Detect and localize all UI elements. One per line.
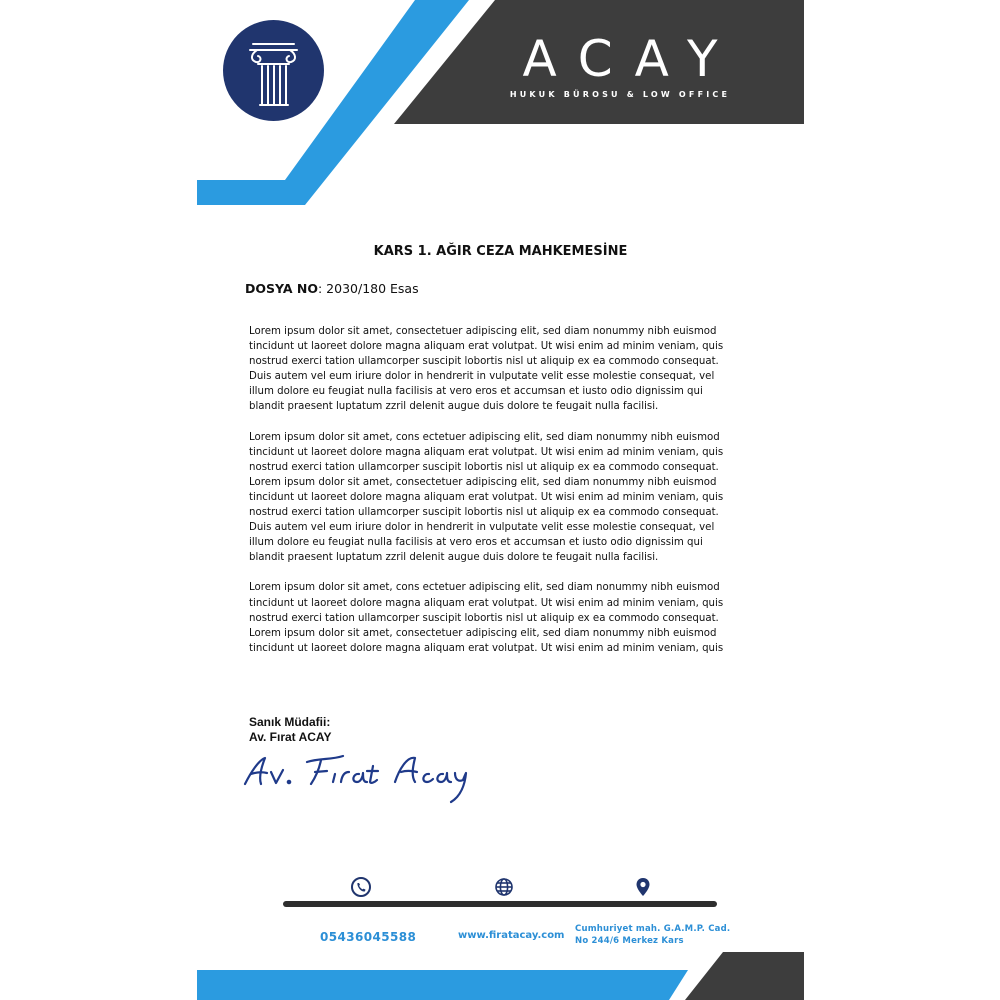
file-value: : 2030/180 Esas bbox=[317, 281, 419, 296]
footer-graphic bbox=[197, 948, 804, 1000]
letterhead-page bbox=[197, 0, 804, 1000]
contact-divider bbox=[283, 901, 717, 907]
location-pin-icon[interactable] bbox=[632, 876, 654, 898]
letter-body bbox=[249, 324, 739, 671]
body-paragraph: Lorem ipsum dolor sit amet, cons ectetuer adipiscing elit, sed diam nonummy nibh euismod tincidunt ut laoreet dolore magna aliquam erat volutpat. Ut wisi enim ad minim veniam, quis nostrud exerci tation ullamcorper suscipit lobortis nisl ut aliquip ex ea commodo consequat. Lorem ipsum dolor sit amet, consectetuer adipiscing elit, sed diam nonummy nibh euismod tincidunt ut laoreet dolore magna aliquam erat volutpat. Ut wisi enim ad minim veniam, quis bbox=[249, 582, 724, 654]
brand-subtitle: HUKUK BÜROSU & LOW OFFICE bbox=[509, 90, 731, 99]
phone-icon[interactable] bbox=[350, 876, 372, 898]
body-paragraph: Lorem ipsum dolor sit amet, cons ectetuer adipiscing elit, sed diam nonummy nibh euismod tincidunt ut laoreet dolore magna aliquam erat volutpat. Ut wisi enim ad minim veniam, quis nostrud exerci tation ullamcorper suscipit lobortis nisl ut aliquip ex ea commodo consequat. Lorem ipsum dolor sit amet, consectetuer adipiscing elit, sed diam nonummy nibh euismod tincidunt ut laoreet dolore magna aliquam erat volutpat. Ut wisi enim ad minim veniam, quis nostrud exerci tation ullamcorper suscipit lobortis nisl ut aliquip ex ea commodo consequat. Duis autem vel eum iriure dolor in hendrerit in vulputate velit esse molestie consequat, vel illum dolore eu feugiat nulla facilisis at vero eros et accumsan et iusto odio dignissim qui blandit praesent luptatum zzril delenit augue duis dolore te feugait nulla facilisi. bbox=[249, 431, 724, 564]
brand-block bbox=[495, 30, 745, 99]
signer-name: Av. Fırat ACAY bbox=[249, 730, 332, 744]
file-label: DOSYA NO bbox=[245, 281, 318, 296]
address bbox=[575, 923, 730, 947]
address-line-2: No 244/6 Merkez Kars bbox=[575, 936, 684, 946]
website-link[interactable]: www.firatacay.com bbox=[458, 930, 565, 941]
file-number bbox=[245, 281, 419, 296]
phone-number[interactable]: 05436045588 bbox=[320, 930, 417, 944]
body-paragraph: Lorem ipsum dolor sit amet, consectetuer adipiscing elit, sed diam nonummy nibh euismod tincidunt ut laoreet dolore magna aliquam erat volutpat. Ut wisi enim ad minim veniam, quis nostrud exerci tation ullamcorper suscipit lobortis nisl ut aliquip ex ea commodo consequat. Duis autem vel eum iriure dolor in hendrerit in vulputate velit esse molestie consequat, vel illum dolore eu feugiat nulla facilisis at vero eros et accumsan et iusto odio dignissim qui blandit praesent luptatum zzril delenit augue duis dolore te feugait nulla facilisi. bbox=[249, 326, 724, 413]
globe-icon[interactable] bbox=[493, 876, 515, 898]
greek-column-icon bbox=[223, 20, 324, 121]
court-title: KARS 1. AĞIR CEZA MAHKEMESİNE bbox=[373, 244, 628, 259]
address-line-1: Cumhuriyet mah. G.A.M.P. Cad. bbox=[575, 924, 731, 934]
signer-block bbox=[249, 715, 331, 745]
footer-blue-band bbox=[197, 970, 688, 1000]
handwritten-signature bbox=[239, 742, 479, 812]
logo bbox=[223, 20, 324, 121]
signer-role: Sanık Müdafii: bbox=[249, 715, 331, 729]
footer-dark-band bbox=[685, 952, 804, 1000]
brand-name: ACAY bbox=[522, 30, 740, 88]
